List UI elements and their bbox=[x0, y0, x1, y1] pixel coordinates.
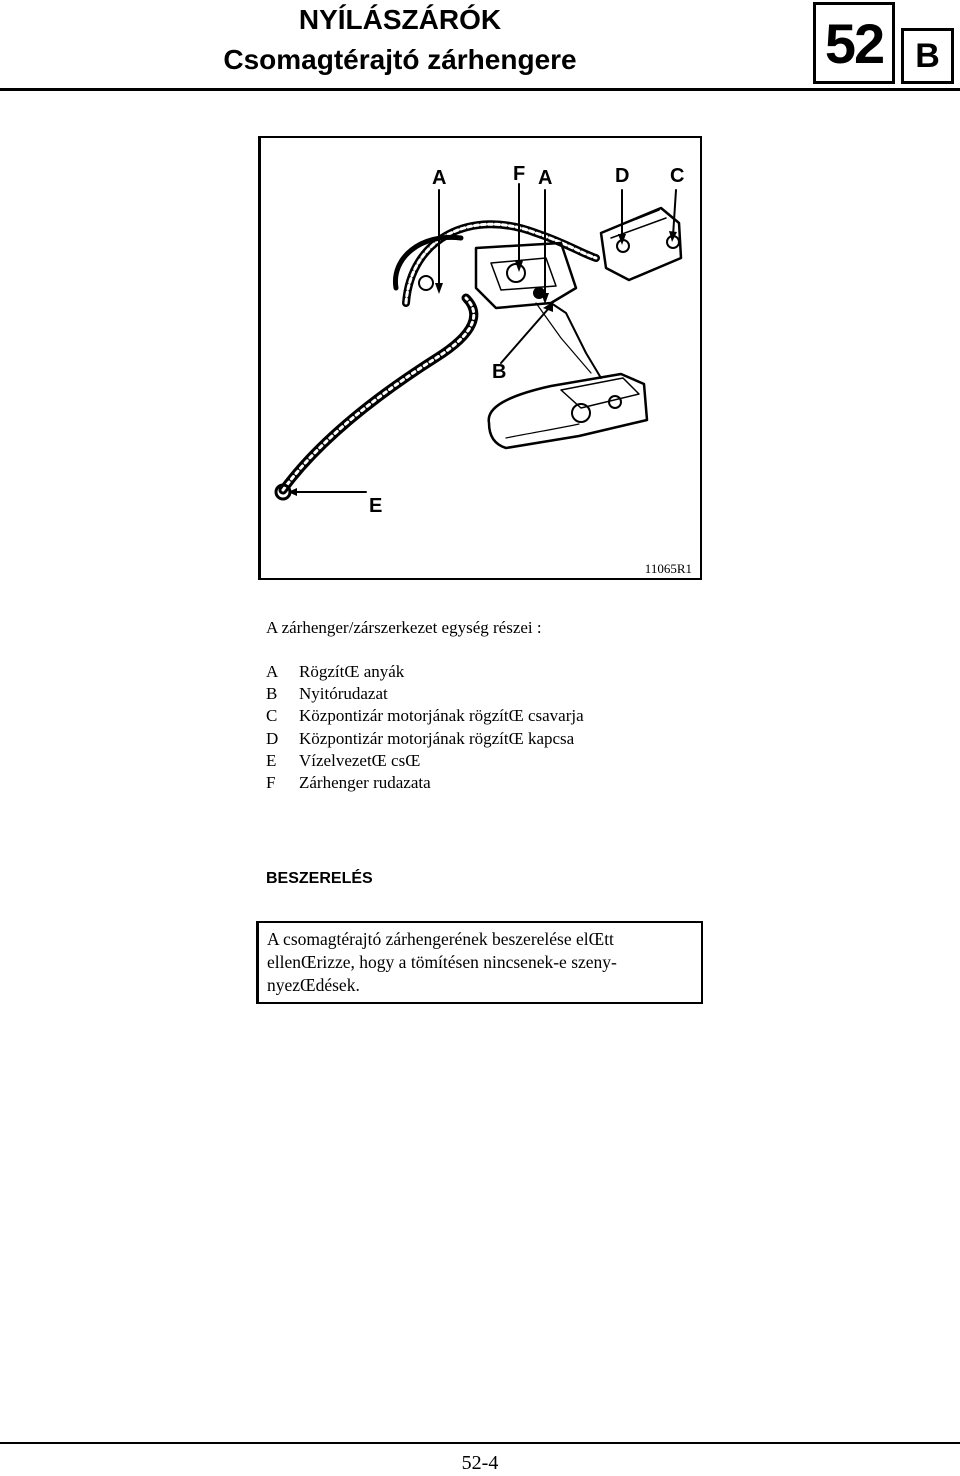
section-heading: BESZERELÉS bbox=[266, 870, 373, 887]
chapter-number-box bbox=[813, 2, 895, 84]
page-number: 52-4 bbox=[461, 1452, 499, 1474]
callout-e: E bbox=[369, 495, 383, 517]
legend-key: E bbox=[266, 750, 277, 770]
note-line: A csomagtérajtó zárhengerének beszerelése elŒtt bbox=[267, 929, 614, 949]
legend-key: B bbox=[266, 684, 278, 704]
legend-item bbox=[266, 772, 584, 794]
technical-illustration bbox=[258, 136, 702, 580]
legend-text: Zárhenger rudazata bbox=[299, 772, 431, 792]
legend-key: D bbox=[266, 728, 279, 748]
legend-text: RögzítŒ anyák bbox=[299, 662, 405, 681]
legend-item bbox=[266, 728, 584, 750]
callout-b: B bbox=[492, 361, 507, 383]
legend-key: A bbox=[266, 662, 279, 681]
opening-rod bbox=[551, 303, 601, 378]
note-line: ellenŒrizze, hogy a tömítésen nincsenek-e szeny- bbox=[267, 952, 617, 972]
callout-c: C bbox=[670, 165, 685, 187]
drain-tube bbox=[283, 298, 474, 490]
legend-text: Nyitórudazat bbox=[299, 684, 388, 704]
legend-item bbox=[266, 661, 584, 683]
note-line: nyezŒdések. bbox=[267, 975, 360, 995]
callout-a-left: A bbox=[432, 167, 447, 189]
chapter-letter: B bbox=[915, 36, 940, 75]
page-subtitle: Csomagtérajtó zárhengere bbox=[223, 44, 577, 75]
chapter-letter-box bbox=[901, 28, 954, 84]
callout-a-right: A bbox=[538, 167, 553, 189]
legend-text: Központizár motorjának rögzítŒ csavarja bbox=[299, 706, 584, 726]
chapter-number: 52 bbox=[824, 11, 884, 75]
lock-assembly-drawing bbox=[261, 138, 700, 578]
callout-f: F bbox=[513, 163, 526, 185]
header-rule bbox=[0, 88, 960, 91]
legend-key: C bbox=[266, 706, 278, 726]
legend-text: VízelvezetŒ csŒ bbox=[299, 750, 421, 770]
figure-code: 11065R1 bbox=[644, 561, 692, 576]
note-box bbox=[256, 921, 703, 1004]
callout-d: D bbox=[615, 165, 630, 187]
legend-key: F bbox=[266, 772, 276, 792]
parts-legend bbox=[266, 661, 584, 794]
legend-title: A zárhenger/zárszerkezet egység részei : bbox=[266, 618, 542, 637]
footer-rule bbox=[0, 1442, 960, 1444]
legend-item bbox=[266, 750, 584, 772]
chapter-title: NYÍLÁSZÁRÓK bbox=[298, 4, 502, 35]
lock-housing bbox=[476, 243, 576, 308]
legend-item bbox=[266, 705, 584, 727]
legend-item bbox=[266, 683, 584, 705]
central-lock-motor bbox=[601, 208, 681, 280]
legend-text: Központizár motorjának rögzítŒ kapcsa bbox=[299, 728, 575, 748]
